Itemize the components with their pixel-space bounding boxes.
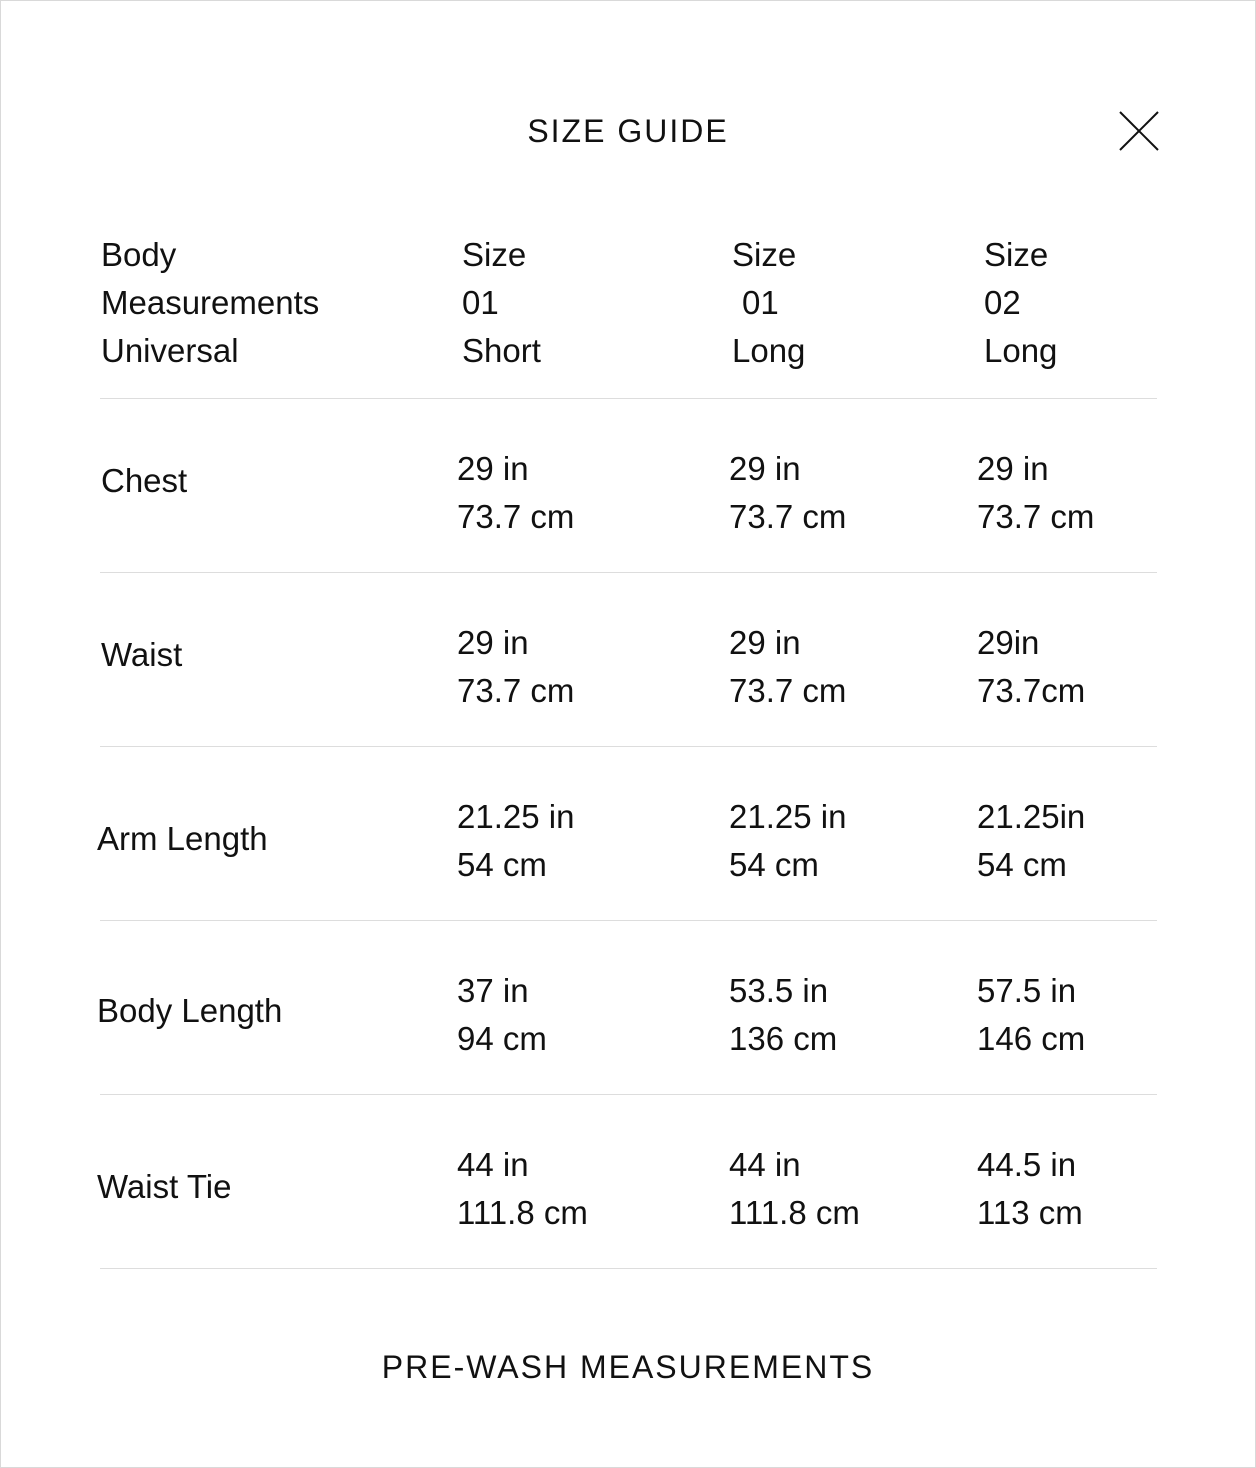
row-divider — [100, 572, 1157, 573]
waist-size-01-long: 29 in 73.7 cm — [729, 624, 847, 709]
header-size-02-long: Size 02 Long — [984, 236, 1058, 369]
modal-title: SIZE GUIDE — [527, 113, 729, 149]
arm-length-size-02-long: 21.25in 54 cm — [977, 798, 1086, 883]
body-length-size-01-long: 53.5 in 136 cm — [729, 972, 838, 1057]
row-divider — [100, 398, 1157, 399]
body-length-size-01-short: 37 in 94 cm — [457, 972, 547, 1057]
waist-size-01-short: 29 in 73.7 cm — [457, 624, 575, 709]
body-length-size-02-long: 57.5 in 146 cm — [977, 972, 1086, 1057]
close-button[interactable] — [1115, 107, 1163, 155]
row-divider — [100, 1094, 1157, 1095]
row-label-arm-length: Arm Length — [97, 820, 268, 857]
waist-tie-size-01-long: 44 in 111.8 cm — [729, 1146, 860, 1231]
row-label-body-length: Body Length — [97, 992, 283, 1029]
chest-size-02-long: 29 in 73.7 cm — [977, 450, 1095, 535]
close-icon — [1115, 107, 1163, 155]
header-size-01-long: Size 01 Long — [732, 236, 806, 369]
header-size-01-short: Size 01 Short — [462, 236, 541, 369]
waist-size-02-long: 29in 73.7cm — [977, 624, 1086, 709]
row-divider — [100, 746, 1157, 747]
arm-length-size-01-long: 21.25 in 54 cm — [729, 798, 847, 883]
row-label-chest: Chest — [101, 462, 188, 499]
chest-size-01-long: 29 in 73.7 cm — [729, 450, 847, 535]
waist-tie-size-02-long: 44.5 in 113 cm — [977, 1146, 1083, 1231]
row-label-waist: Waist — [101, 636, 183, 673]
row-label-waist-tie: Waist Tie — [97, 1168, 232, 1205]
row-divider — [100, 920, 1157, 921]
header-body-measurements: Body Measurements Universal — [101, 236, 320, 369]
arm-length-size-01-short: 21.25 in 54 cm — [457, 798, 575, 883]
row-divider — [100, 1268, 1157, 1269]
waist-tie-size-01-short: 44 in 111.8 cm — [457, 1146, 588, 1231]
chest-size-01-short: 29 in 73.7 cm — [457, 450, 575, 535]
pre-wash-note: PRE-WASH MEASUREMENTS — [381, 1349, 875, 1385]
